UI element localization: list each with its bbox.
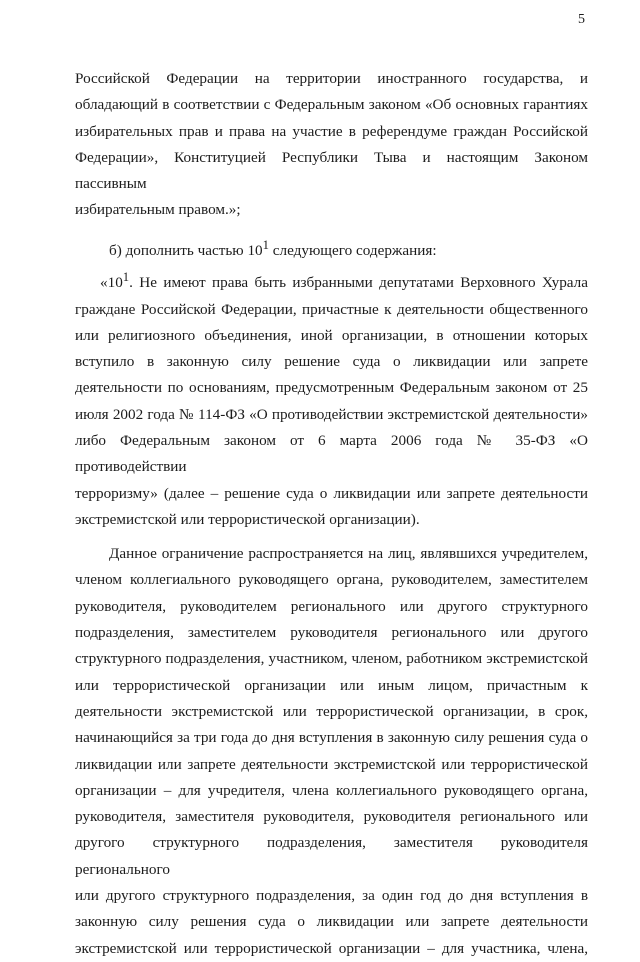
- text-line: или другого структурного подразделения, за один год до дня вступления в: [75, 887, 588, 905]
- text-line: Российской Федерации на территории иностранного государства, и: [75, 70, 588, 87]
- text-line: терроризму» (далее – решение суда о ликвидации или запрете деятельности: [75, 484, 588, 502]
- text-line: структурного подразделения, участником, членом, работником экстремистской: [75, 650, 588, 668]
- text-line: руководителя, заместителя руководителя, руководителя регионального или: [75, 808, 588, 826]
- text-line: руководителя, руководителем регионального или другого структурного: [75, 597, 588, 615]
- text-line: граждане Российской Федерации, причастные к деятельности общественного: [75, 300, 588, 318]
- text-line: избирательным правом.»;: [75, 201, 241, 219]
- text-line: или террористической организации или иным лицом, причастным к: [75, 676, 588, 694]
- document-body: [75, 66, 588, 962]
- text-line: вступило в законную силу решение суда о ликвидации или запрете: [75, 353, 588, 371]
- text-line: другого структурного подразделения, заместителя руководителя регионального: [75, 834, 588, 878]
- text-line: организации – для учредителя, члена коллегиального руководящего органа,: [75, 781, 588, 799]
- text-line: июля 2002 года № 114-ФЗ «О противодействии экстремистской деятельности»: [75, 405, 588, 423]
- text-fragment: следующего содержания:: [272, 241, 437, 259]
- text-line: Федерации», Конституцией Республики Тыва и настоящим Законом пассивным: [75, 148, 588, 193]
- text-line: избирательных прав и права на участие в референдуме граждан Российской: [75, 122, 588, 140]
- text-fragment: «10: [100, 274, 123, 292]
- text-line: или религиозного объединения, иной организации, в отношении которых: [75, 326, 588, 344]
- text-line: обладающий в соответствии с Федеральным законом «Об основных гарантиях: [75, 96, 588, 114]
- text-line: деятельности экстремистской или террористической организации, в срок,: [75, 702, 588, 720]
- text-line: ликвидации или запрете деятельности экстремистской или террористической: [75, 755, 588, 773]
- amendment-item-b: [75, 232, 588, 264]
- text-fragment: б) дополнить частью 10: [109, 241, 263, 259]
- superscript: 1: [122, 270, 130, 285]
- text-line: экстремистской или террористической организации).: [75, 510, 420, 528]
- text-line: законную силу решения суда о ликвидации или запрете деятельности: [75, 913, 588, 931]
- text-line: подразделения, заместителем руководителя регионального или другого: [75, 624, 588, 642]
- text-line: Данное ограничение распространяется на лиц, являвшихся учредителем,: [109, 545, 588, 563]
- superscript: 1: [262, 237, 269, 252]
- paragraph-10-1-heading: [75, 264, 588, 296]
- text-line: членом коллегиального руководящего органа, руководителем, заместителем: [75, 571, 588, 589]
- page-number: 5: [578, 12, 585, 27]
- text-fragment: . Не имеют права быть избранными депутатами Верховного Хурала: [129, 274, 588, 292]
- text-line: экстремистской или террористической организации – для участника, члена,: [75, 939, 588, 957]
- text-line: либо Федеральным законом от 6 марта 2006 года № 35-ФЗ «О противодействии: [75, 431, 588, 476]
- text-line: начинающийся за три года до дня вступления в законную силу решения суда о: [75, 729, 588, 747]
- text-line: деятельности по основаниям, предусмотренным Федеральным законом от 25: [75, 379, 588, 397]
